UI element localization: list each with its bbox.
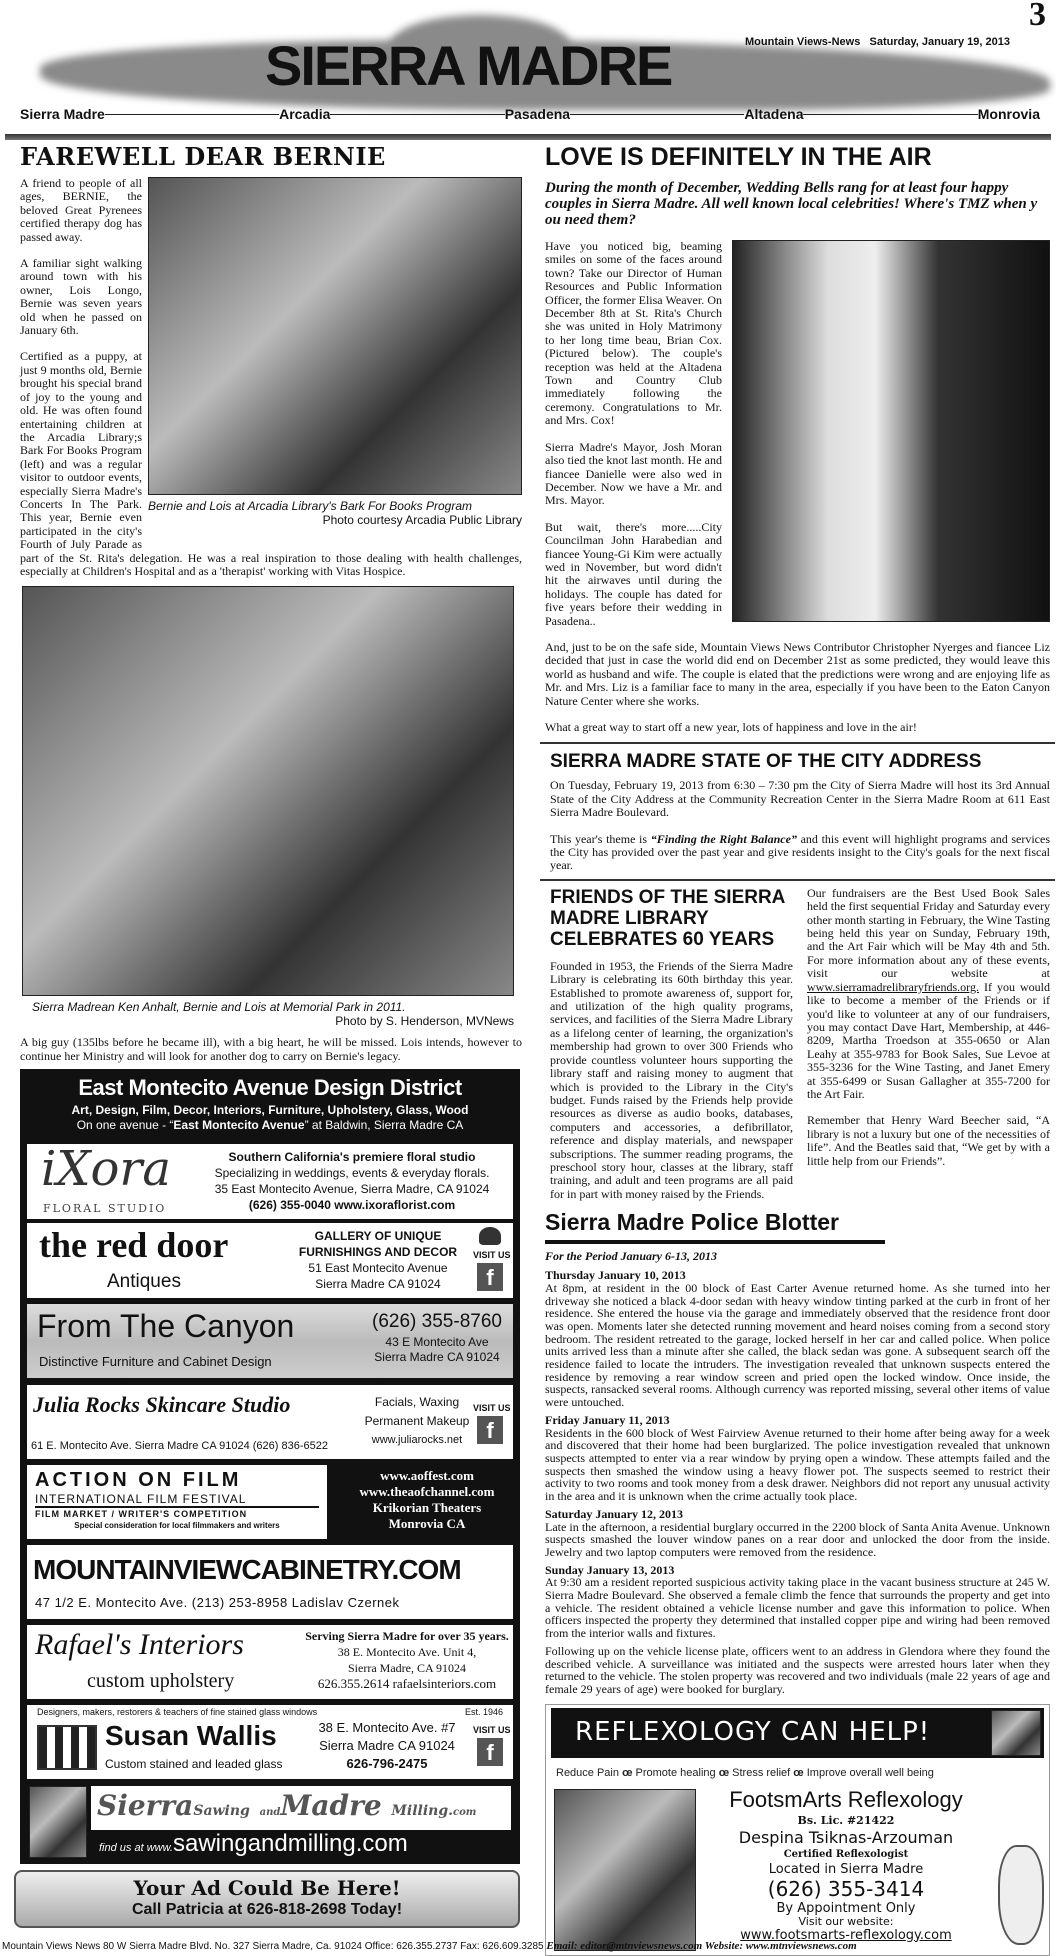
ad-text: Art, Design, Film, Decor, Interiors, Furniture, Upholstery, Glass, Wood	[71, 1103, 469, 1118]
headline: FRIENDS OF THE SIERRA MADRE LIBRARY CELEBRATES 60 YEARS	[550, 886, 785, 950]
paragraph: Certified as a puppy, at just 9 months old, Bernie brought his special brand of joy to the young and old. He was often found entertaining children at the Arcadia Library;s Bark For Books Program (left) and was a regular visitor to outdoor events, especially Sierra Madre's Concerts In The Park. This year, Bernie even participated in the city's Fourth of July Parade as part of the St. Rita's delegation. He was a real inspiration to those dealing with health challenges, especially at Children's Hospital and as a 'therapist' working with Vitas Hospice.	[20, 349, 522, 578]
entry-text: At 8pm, at resident in the 00 block of East Carter Avenue returned home. As she turned into her driveway she noticed a black 4-door sedan with heavy window tinting parked at the curb in front of her residence. She entered the house via the garage and immediately observed that the residence front door was open. Moments later she detected running movement and heard noises coming from a second story bedroom. The resident retreated to the garage, locked herself in her car and called police. When police units arrived less than a minute after she called, the black sedan was gone. A subsequent search off the residence failed to locate the intruders. The investigation revealed that unknown suspects entered the residence by removing a rear window screen and pried open the locked window. Once inside, the suspects, ransacked several rooms. Although currency was reported missing, several other items of value were untouched.	[545, 1280, 1050, 1410]
paragraph: Remember that Henry Ward Beecher said, “A library is not a luxury but one of the necessities of life”. And the Beatles said that, “We get by with a little help from our Friends”.	[807, 1113, 1050, 1168]
footer: Mountain Views News 80 W Sierra Madre Blvd. No. 327 Sierra Madre, Ca. 91024 Office: 626.355.2737 Fax: 626.609.3285 Email: editor@mtnviewsnews.com Website: www.mtnviewsnews.com	[2, 1940, 857, 1952]
rafael-logo: Rafael's Interiors	[35, 1628, 244, 1662]
ad-text: Distinctive Furniture and Cabinet Design	[39, 1354, 272, 1370]
ad-text: FURNISHINGS AND DECOR	[298, 1245, 458, 1260]
paragraph: Sierra Madre's Mayor, Josh Moran also tied the knot last month. He and fiancee Danielle were also wed in December. Now we have a Mr. and Mrs. Mayor.	[545, 439, 722, 508]
ad-text: Sierra Madre CA 91024	[315, 1277, 441, 1292]
headline: FAREWELL DEAR BERNIE	[20, 142, 386, 171]
paragraph: What a great way to start off a new year, lots of happiness and love in the air!	[545, 720, 917, 734]
ixora-logo: iXora	[41, 1144, 171, 1198]
entry-text: Following up on the vehicle license plate, officers went to an address in Glendora where they found the described vehicle. A surveillance was initiated and the suspects were arrested hours later when they returned to the vehicle. The stolen property was recovered and two individuals (male 22 years of age and female 29 years of age) were booked for burglary.	[545, 1643, 1050, 1696]
ad-text: GALLERY OF UNIQUE	[314, 1229, 442, 1244]
visit-us-label: VISIT US	[473, 1250, 511, 1261]
ad-link[interactable]: www.theaofchannel.com	[359, 1484, 495, 1500]
ad-text: 626-796-2475	[346, 1756, 428, 1772]
ad-text: (626) 355-3414	[767, 1876, 925, 1901]
ad-link[interactable]: find us at www.sawingandmilling.com	[99, 1830, 408, 1858]
facebook-icon[interactable]: f	[477, 1263, 503, 1291]
paragraph: And, just to be on the safe side, Mountain Views News Contributor Christopher Nyerges and fiancee Liz decided that just in case the world did end on December 21st as some predicted, they would leave this world as husband and wife. The couple is elated that the predictions were wrong and are enjoying life as Mr. and Mrs. Liz is a familiar face to many in the area, especially if you have been to the Eaton Canyon Nature Center where she works.	[545, 639, 1050, 708]
divider	[5, 134, 1051, 140]
sawing-milling-ad[interactable]	[27, 1784, 513, 1860]
entry-text: At 9:30 am a resident reported suspicious activity taking place in the vacant business structure at 245 W. Sierra Madre Boulevard. She observed a female climb the fence that surrounds the property and get into a vehicle. The resident obtained a vehicle license number and gave this information to police. When officers inspected the property they determined that installed copper pipe and wiring had been removed from the interior walls and fixtures.	[545, 1575, 1050, 1641]
paragraph: On Tuesday, February 19, 2013 from 6:30 – 7:30 pm the City of Sierra Madre will host its 3rd Annual State of the City Address at the Community Recreation Center in the Sierra Madre Room at 611 East Sierra Madre Boulevard.	[550, 778, 1050, 820]
masthead-title: SIERRA MADRE	[265, 34, 672, 97]
ad-text: (626) 355-0040 www.ixoraflorist.com	[248, 1198, 456, 1213]
design-district-ad[interactable]	[20, 1069, 520, 1864]
city: Monrovia	[977, 106, 1040, 122]
sawmill-illustration	[29, 1786, 87, 1858]
ad-link[interactable]: www.footsmarts-reflexology.com	[740, 1927, 952, 1943]
rooster-icon	[479, 1227, 501, 1245]
ad-text: Susan Wallis	[105, 1720, 277, 1752]
ad-text: Specializing in weddings, events & everyday florals.	[214, 1166, 490, 1181]
ad-text: 38 E. Montecito Ave. #7	[318, 1720, 456, 1736]
left-column	[20, 142, 522, 1928]
entry-text: Late in the afternoon, a residential burglary occurred in the 2200 block of Santa Anita Avenue. Unknown suspects smashed the louver window panes on a rear door and unlocked the door from the inside. Jewelry and two laptop computers were removed from the residence.	[545, 1519, 1050, 1559]
ad-text: 51 East Montecito Avenue	[308, 1261, 448, 1276]
page-number: 3	[1029, 0, 1046, 33]
benefits-line: Reduce Pain œ Promote healing œ Stress relief œ Improve overall well being	[556, 1766, 934, 1779]
ad-text: ACTION ON FILM	[35, 1469, 242, 1492]
ad-text: Est. 1946	[465, 1707, 504, 1718]
entry-day: Friday January 11, 2013	[545, 1412, 670, 1427]
photo-caption: Bernie and Lois at Arcadia Library's Bark For Books Program	[148, 499, 472, 513]
dateline: Mountain Views-News Saturday, January 19, 2013	[745, 36, 1010, 48]
entry-day: Thursday January 10, 2013	[545, 1268, 686, 1283]
city: Altadena	[744, 106, 804, 122]
ad-text: Custom stained and leaded glass	[105, 1757, 283, 1772]
ad-text: 626.355.2614 rafaelsinteriors.com	[317, 1676, 497, 1692]
cabinetry-logo: MOUNTAINVIEWCABINETRY.COM	[33, 1554, 461, 1586]
paragraph: This year's theme is “Finding the Right Balance” and this event will highlight programs and services the City has provided over the past year and give residents insight to the City's goals for the next fiscal year.	[550, 831, 1051, 873]
ad-text: Despina Tsiknas-Arzouman	[738, 1827, 954, 1847]
susan-wallis-ad[interactable]	[27, 1705, 513, 1779]
ad-text: Krikorian Theaters	[372, 1500, 482, 1516]
paragraph: A friend to people of all ages, BERNIE, the beloved Great Pyrenees certified therapy dog has passed away.	[20, 176, 142, 244]
paragraph: Have you noticed big, beaming smiles on some of the faces around town? Take our Director of Human Resources and Public Information Officer, the former Elisa Weaver. On December 8th at St. Rita's Church she was united in Holy Matrimony to her long time beau, Brian Cox. (Pictured below). The couple's reception was held at the Altadena Town and Country Club immediately following the ceremony. Congratulations to Mr. and Mrs. Cox!	[545, 239, 722, 428]
ad-text: Bs. Lic. #21422	[797, 1813, 895, 1827]
police-blotter	[545, 1209, 1050, 1696]
julia-rocks-logo: Julia Rocks Skincare Studio	[33, 1392, 291, 1418]
ad-text: 38 E. Montecito Ave. Unit 4,	[337, 1645, 477, 1660]
ad-text: Facials, Waxing	[374, 1395, 460, 1410]
ad-text: Sierra Madre CA 91024	[319, 1738, 455, 1754]
city: Pasadena	[504, 106, 571, 122]
reflexologist-photo	[554, 1789, 696, 1951]
action-on-film-ad[interactable]	[27, 1465, 327, 1539]
friends-article	[545, 881, 1050, 1201]
ad-text: INTERNATIONAL FILM FESTIVAL	[35, 1492, 319, 1508]
paragraph: A familiar sight walking around town with his owner, Lois Longo, Bernie was seven years old when he passed on January 6th.	[20, 256, 142, 338]
canyon-logo: From The Canyon	[37, 1308, 295, 1345]
foot-chart-icon	[998, 1845, 1044, 1945]
entry-day: Sunday January 13, 2013	[545, 1562, 675, 1577]
headline: Sierra Madre Police Blotter	[545, 1209, 839, 1236]
visit-us-label: VISIT US	[473, 1403, 511, 1414]
photo-credit: Photo by S. Henderson, MVNews	[335, 1014, 514, 1029]
city: Sierra Madre	[20, 106, 105, 122]
rafaels-interiors-ad[interactable]	[27, 1625, 513, 1699]
love-article	[545, 142, 1050, 742]
ad-text: 43 E Montecito Ave	[385, 1335, 489, 1350]
farewell-article	[20, 142, 522, 586]
state-of-city-article	[545, 744, 1050, 872]
ad-text: custom upholstery	[87, 1670, 235, 1693]
ad-text: Permanent Makeup	[364, 1414, 470, 1429]
photo-figure	[22, 586, 514, 1028]
paragraph: Our fundraisers are the Best Used Book Sales held the first sequential Friday and Saturday every other month starting in February, the Wine Tasting being held this year on Sunday, February 19th, and the Art Fair which will be May 4th and 5th. For more information about any of these events, visit our website at www.sierramadrelibraryfriends.org. If you would like to become a member of the Friends or if you'd like to volunteer at any of our fundraisers, you may contact Dave Hart, Membership, at 446-8209, Martha Troedson at 355-0650 or Alan Leahy at 355-9783 for Book Sales, Sue Levoe at 355-3236 for the Wine Tasting, and Janet Emery at 355-6499 or Susan Gallagher at 355-7200 for the Art Fair.	[807, 885, 1050, 1101]
paragraph: Founded in 1953, the Friends of the Sierra Madre Library is celebrating its 60th birthday this year. Established to promote awareness of, support for, and utilization of the high quality programs, services, and facilities of the Sierra Madre Library as a lifelong center of learning, the organization's membership had grown to over 300 Friends who provide countless volunteer hours supporting the library staff and raising money to augment that which is provided to the Library in the City's budget. Funds raised by the Friends help provide resources as diverse as audio books, databases, computers and accessories, a defibrillator, reference and display materials, and newspaper subscriptions. The summer reading programs, the preschool story hour, classes at the library, staff training, and adult and teen programs are all paid for in part with money raised by the Friends.	[550, 958, 793, 1201]
photo-figure	[148, 177, 522, 545]
visit-us-label: VISIT US	[473, 1725, 511, 1736]
foot-massage-photo	[991, 1710, 1041, 1756]
ad-text: Serving Sierra Madre for over 35 years.	[305, 1629, 509, 1644]
bernie-library-photo	[148, 177, 522, 495]
ad-title: East Montecito Avenue Design District	[78, 1075, 462, 1101]
ad-text: FILM MARKET / WRITER'S COMPETITION	[35, 1509, 248, 1520]
red-door-logo: the red door	[39, 1225, 229, 1266]
blotter-period: For the Period January 6-13, 2013	[545, 1249, 718, 1264]
ad-text: Certified Reflexologist	[783, 1848, 909, 1860]
subhead: During the month of December, Wedding Bells rang for at least four happy couples in Sierra Madre. All well known local celebrities! Where's TMZ when y ou need them?	[545, 180, 1038, 228]
from-the-canyon-ad[interactable]	[27, 1304, 513, 1378]
ad-text: On one avenue - “East Montecito Avenue” at Baldwin, Sierra Madre CA	[76, 1118, 464, 1133]
ad-text: 35 East Montecito Avenue, Sierra Madre, CA 91024	[214, 1182, 490, 1197]
ad-text: 61 E. Montecito Ave. Sierra Madre CA 91024 (626) 836-6522	[31, 1440, 328, 1453]
ad-text: Sierra Madre, CA 91024	[348, 1661, 466, 1676]
reflexology-ad[interactable]	[545, 1704, 1050, 1956]
entry-day: Saturday January 12, 2013	[545, 1506, 684, 1521]
ad-text: FootsmArts Reflexology	[729, 1786, 963, 1812]
facebook-icon[interactable]: f	[477, 1416, 503, 1444]
red-door-ad[interactable]	[27, 1223, 513, 1298]
ad-text: (626) 355-8760	[372, 1311, 502, 1333]
ad-text: Special consideration for local filmmakers and writers	[74, 1521, 280, 1531]
stained-glass-logo-icon	[37, 1725, 97, 1770]
right-column	[545, 142, 1050, 1956]
ixora-ad[interactable]	[27, 1144, 513, 1219]
ad-text: By Appointment Only	[776, 1900, 916, 1916]
ad-link[interactable]: www.aoffest.com	[380, 1468, 474, 1484]
wedding-photo	[732, 240, 1050, 622]
ad-text: Your Ad Could Be Here!	[133, 1876, 401, 1901]
ad-text: Antiques	[107, 1271, 181, 1293]
city-line	[20, 106, 1040, 122]
entry-text: Residents in the 600 block of West Fairview Avenue returned to their home after being away for a week and discovered that their home had been burglarized. The police investigation revealed that unknown suspects attempted to enter via a rear window by prying open a window. These attempts failed and the suspects then smashed the window using a heavy flower pot. The suspects seemed to restrict their activity to two rooms and took money from a desk drawer. Neighbors did not report any unusual activity in the area and it is unknown when the crime actually took place.	[545, 1425, 1050, 1504]
ad-text: Southern California's premiere floral studio	[228, 1150, 476, 1165]
photo-credit: Photo courtesy Arcadia Public Library	[322, 513, 522, 527]
ad-text: Sierra Madre CA 91024	[374, 1350, 500, 1365]
ad-text: Call Patricia at 626-818-2698 Today!	[131, 1901, 403, 1919]
julia-rocks-ad[interactable]	[27, 1385, 513, 1459]
library-friends-link[interactable]: www.sierramadrelibraryfriends.org.	[807, 979, 979, 994]
paragraph: But wait, there's more.....City Councilman John Harabedian and fiancee Young-Gi Kim were actually wed in November, but word didn't hit the airwaves until during the holidays. The couple has dated for five years before their wedding in Pasadena..	[545, 519, 722, 628]
ad-text: www.juliarocks.net	[371, 1434, 463, 1447]
city: Arcadia	[279, 106, 331, 122]
bernie-park-photo	[22, 586, 514, 996]
photo-caption: Sierra Madrean Ken Anhalt, Bernie and Lois at Memorial Park in 2011.	[32, 1000, 406, 1015]
ad-text: Monrovia CA	[388, 1516, 466, 1532]
ad-text: Located in Sierra Madre	[768, 1861, 924, 1877]
mountainview-cabinetry-ad[interactable]	[27, 1545, 513, 1619]
paragraph: A big guy (135lbs before he became ill), with a big heart, he will be missed. Lois intends, however to continue her Ministry and will look for another dog to carry on Bernie's legacy.	[20, 1035, 522, 1063]
facebook-icon[interactable]: f	[477, 1738, 503, 1766]
ad-text: FLORAL STUDIO	[43, 1202, 167, 1216]
headline: LOVE IS DEFINITELY IN THE AIR	[545, 143, 932, 171]
divider	[545, 1240, 885, 1244]
sawing-logo: SierraSawing andMadre Milling.com	[91, 1786, 511, 1830]
ad-text: Designers, makers, restorers & teachers of fine stained glass windows	[37, 1707, 318, 1718]
ad-text: Visit our website:	[798, 1914, 894, 1928]
ad-text: 47 1/2 E. Montecito Ave. (213) 253-8958 Ladislav Czernek	[35, 1595, 400, 1611]
ad-banner: REFLEXOLOGY CAN HELP!	[551, 1708, 1044, 1758]
headline: SIERRA MADRE STATE OF THE CITY ADDRESS	[550, 751, 982, 773]
your-ad-here-button[interactable]	[14, 1870, 520, 1928]
